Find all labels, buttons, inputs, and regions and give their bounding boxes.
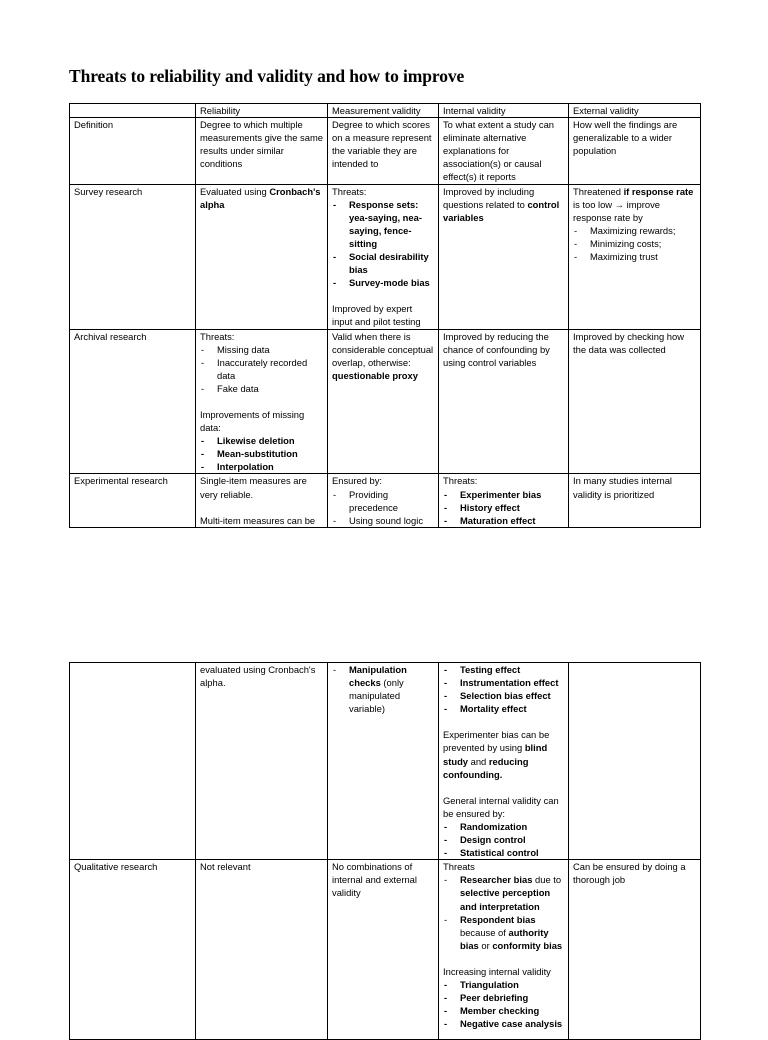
ensured-list	[332, 488, 434, 527]
improve-list	[573, 224, 696, 263]
header-row	[70, 104, 701, 118]
comparison-table-part-1	[69, 103, 701, 528]
list-item: - Missing data	[200, 343, 323, 356]
table-row-experimental	[70, 474, 701, 527]
bias-prevention-text	[443, 728, 564, 780]
text: or	[478, 939, 493, 951]
cell-reliability: evaluated using Cronbach's alpha.	[196, 663, 328, 860]
cell-internal	[439, 184, 569, 329]
cell-external: Improved by checking how the data was collected	[569, 329, 701, 474]
threats-list	[332, 198, 434, 290]
bold-text: authority bias	[460, 926, 549, 951]
ensured-list-continued	[332, 663, 434, 715]
cell-internal: To what extent a study can eliminate alternative explanations for association(s) or causal effect(s) it reports	[439, 118, 569, 184]
improvement-list	[200, 434, 323, 473]
list-item: - Likewise deletion	[200, 434, 323, 447]
list-item: - Peer debriefing	[443, 991, 564, 1004]
text: Evaluated using	[200, 185, 270, 197]
header-cell-empty	[70, 104, 196, 118]
list-item: - Social desirability bias	[332, 250, 434, 276]
list-item	[443, 913, 564, 952]
threats-heading: Threats	[443, 861, 475, 873]
list-item: - Fake data	[200, 382, 323, 395]
row-label: Qualitative research	[70, 860, 196, 1040]
list-item: - Providing precedence	[332, 488, 434, 514]
threats-list-continued	[443, 663, 564, 715]
cell-internal	[439, 663, 569, 860]
threats-list	[200, 343, 323, 395]
cell-internal: Improved by reducing the chance of confounding by using control variables	[439, 329, 569, 474]
list-item: - Response sets: yea-saying, nea-saying, fence-sitting	[332, 198, 434, 250]
cell-measurement: No combinations of internal and external validity	[328, 860, 439, 1040]
cell-reliability	[196, 184, 328, 329]
cell-external: How well the findings are generalizable to a wider population	[569, 118, 701, 184]
bold-text: reducing confounding.	[443, 755, 529, 780]
cell-measurement	[328, 184, 439, 329]
text: due to	[532, 874, 562, 886]
text: and	[468, 755, 489, 767]
table-row-experimental-continued	[70, 663, 701, 860]
threats-list	[443, 488, 564, 527]
text: Valid when there is considerable conceptual overlap, otherwise:	[332, 330, 434, 368]
row-label: Survey research	[70, 184, 196, 329]
text: (only manipulated variable)	[349, 677, 404, 715]
threats-list	[443, 873, 564, 952]
list-item: - Survey-mode bias	[332, 276, 434, 289]
list-item	[332, 663, 434, 715]
bold-text: selective perception and interpretation	[460, 887, 551, 912]
list-item: - Randomization	[443, 820, 564, 833]
bold-text: Respondent bias	[460, 913, 536, 925]
bold-text: blind study	[443, 742, 548, 767]
bold-text: questionable proxy	[332, 369, 418, 381]
cell-reliability: Not relevant	[196, 860, 328, 1040]
improvement-heading: Improvements of missing data:	[200, 408, 305, 434]
bold-text: Manipulation checks	[349, 664, 407, 689]
cell-internal	[439, 474, 569, 527]
improvement-text: Improved by expert input and pilot testing	[332, 303, 421, 328]
header-measurement-validity: Measurement validity	[328, 104, 439, 118]
list-item: - Selection bias effect	[443, 689, 564, 702]
table-row-qualitative	[70, 860, 701, 1040]
text: is too low → improve response rate by	[573, 198, 661, 223]
list-item: - Design control	[443, 833, 564, 846]
cell-measurement	[328, 474, 439, 527]
header-internal-validity: Internal validity	[439, 104, 569, 118]
heading: Ensured by:	[332, 475, 383, 487]
text: Multi-item measures can be	[200, 514, 316, 526]
cell-reliability: Degree to which multiple measurements give the same results under similar conditions	[196, 118, 328, 184]
list-item: - Mean-substitution	[200, 447, 323, 460]
increase-heading: Increasing internal validity	[443, 965, 551, 977]
bold-text: control variables	[443, 198, 560, 223]
table-row-survey	[70, 184, 701, 329]
list-item: - Negative case analysis	[443, 1017, 564, 1030]
list-item: - Triangulation	[443, 978, 564, 991]
list-item: - Member checking	[443, 1004, 564, 1017]
list-item: - Maturation effect	[443, 514, 564, 527]
threats-heading: Threats:	[443, 475, 478, 487]
list-item: - Minimizing costs;	[573, 237, 696, 250]
header-external-validity: External validity	[569, 104, 701, 118]
list-item: - Using sound logic	[332, 514, 434, 527]
cell-external: Can be ensured by doing a thorough job	[569, 860, 701, 1040]
bold-text: if response rate	[623, 185, 694, 197]
cell-external	[569, 184, 701, 329]
row-label: Experimental research	[70, 474, 196, 527]
list-item: - Statistical control	[443, 846, 564, 859]
cell-internal	[439, 860, 569, 1040]
cell-reliability	[196, 329, 328, 474]
bold-text: Cronbach's alpha	[200, 185, 321, 210]
list-item: - History effect	[443, 501, 564, 514]
list-item: - Maximizing rewards;	[573, 224, 696, 237]
list-item: - Inaccurately recorded data	[200, 356, 323, 382]
text: because of	[460, 926, 509, 938]
threats-heading: Threats:	[200, 330, 235, 342]
text: Experimenter bias can be prevented by using	[443, 729, 550, 754]
list-item: - Interpolation	[200, 460, 323, 473]
bold-text: Researcher bias	[460, 874, 533, 886]
cell-external-empty	[569, 663, 701, 860]
cell-measurement	[328, 329, 439, 474]
table-row-definition	[70, 118, 701, 184]
general-list	[443, 820, 564, 859]
row-label-empty	[70, 663, 196, 860]
cell-reliability	[196, 474, 328, 527]
comparison-table-part-2	[69, 662, 701, 1040]
text: Single-item measures are very reliable.	[200, 475, 307, 500]
row-label: Definition	[70, 118, 196, 184]
cell-measurement: Degree to which scores on a measure represent the variable they are intended to	[328, 118, 439, 184]
list-item: - Maximizing trust	[573, 250, 696, 263]
increase-list	[443, 978, 564, 1030]
cell-measurement	[328, 663, 439, 860]
bold-text: conformity bias	[492, 939, 563, 951]
header-reliability: Reliability	[196, 104, 328, 118]
list-item	[443, 873, 564, 912]
threats-heading: Threats:	[332, 185, 367, 197]
list-item: - Testing effect	[443, 663, 564, 676]
list-item: - Instrumentation effect	[443, 676, 564, 689]
list-item: - Mortality effect	[443, 702, 564, 715]
general-heading: General internal validity can be ensured by:	[443, 794, 559, 819]
row-label: Archival research	[70, 329, 196, 474]
page-title: Threats to reliability and validity and how to improve	[69, 66, 465, 86]
table-row-archival	[70, 329, 701, 474]
list-item: - Experimenter bias	[443, 488, 564, 501]
text: Improved by including questions related to	[443, 185, 535, 210]
cell-external: In many studies internal validity is prioritized	[569, 474, 701, 527]
text: Threatened	[573, 185, 624, 197]
